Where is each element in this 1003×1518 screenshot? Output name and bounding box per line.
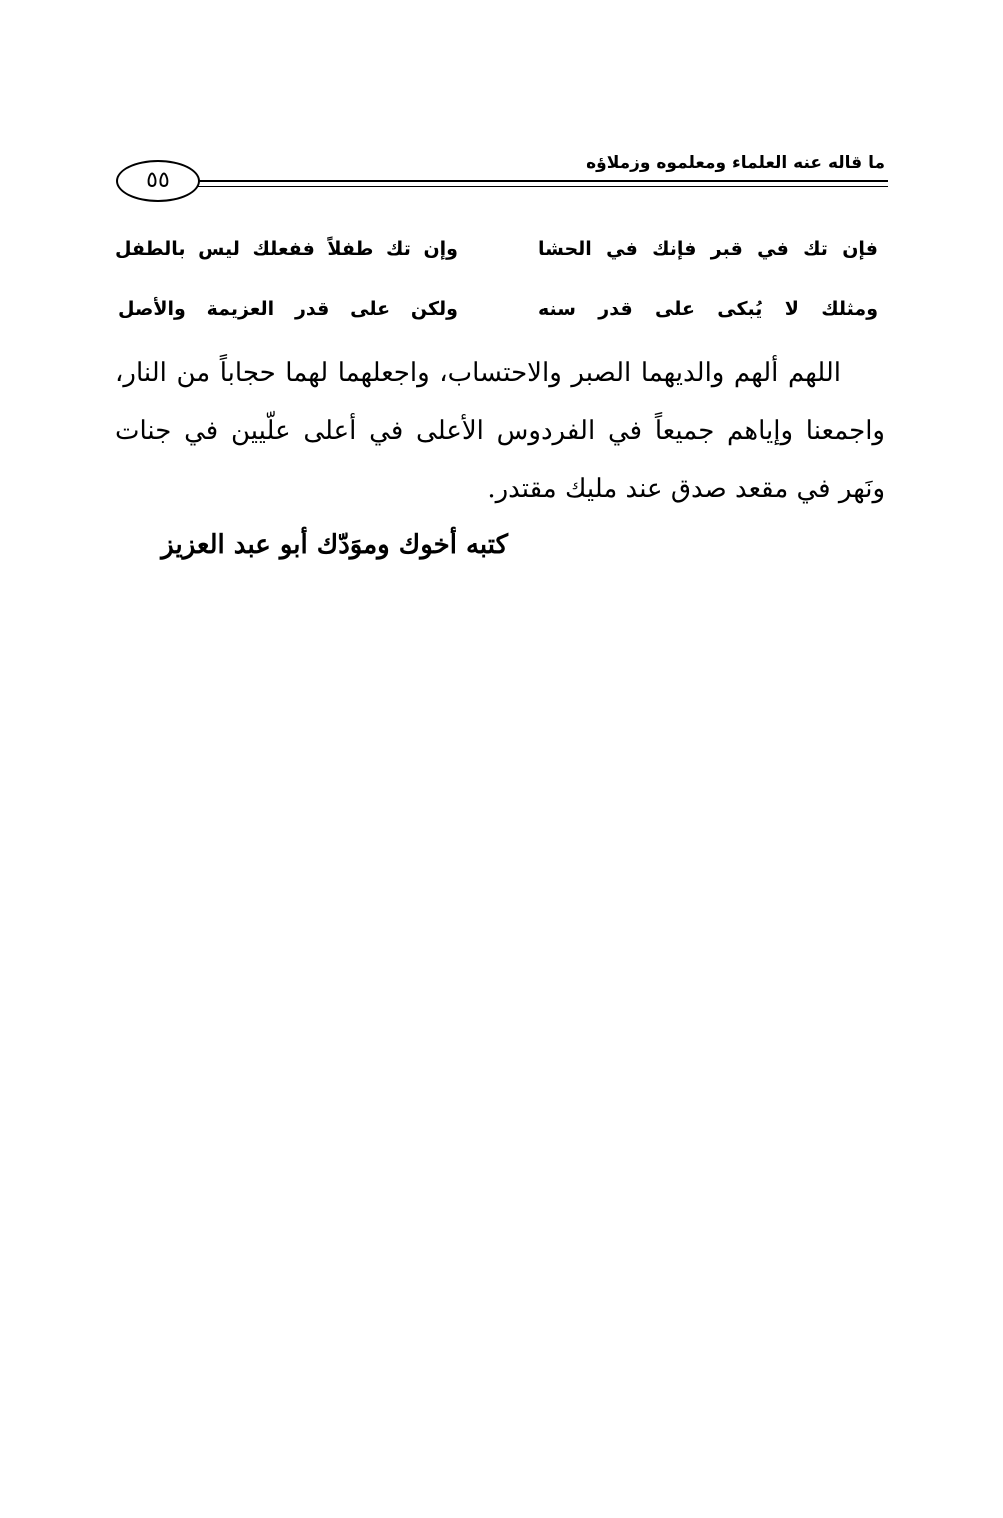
prayer-text: اللهم ألهم والديهما الصبر والاحتساب، واجعلهما لهما حجاباً من النار، واجمعنا وإياهم جميعاً في الفردوس الأعلى في أعلى علّيين في جنات ونَهر في مقعد صدق عند مليك مقتدر. xyxy=(115,358,885,504)
signature-line: كتبه أخوك وموَدّك أبو عبد العزيز xyxy=(161,530,508,560)
running-title: ما قاله عنه العلماء ومعلموه وزملاؤه xyxy=(586,153,885,173)
poem-verse xyxy=(114,233,878,265)
verse-second-hemistich: ولكن على قدر العزيمة والأصل xyxy=(118,298,458,320)
verse-second-hemistich: وإن تك طفلاً ففعلك ليس بالطفل xyxy=(114,238,458,260)
verse-first-hemistich: فإن تك في قبر فإنك في الحشا xyxy=(538,238,878,260)
header-rule-thin xyxy=(198,186,888,187)
prayer-paragraph xyxy=(115,344,885,518)
header-rule-thick xyxy=(198,180,888,182)
verse-first-hemistich: ومثلك لا يُبكى على قدر سنه xyxy=(538,298,878,320)
poem-verse xyxy=(118,293,878,325)
page-number-oval xyxy=(116,160,200,202)
page-number: ٥٥ xyxy=(146,168,170,193)
